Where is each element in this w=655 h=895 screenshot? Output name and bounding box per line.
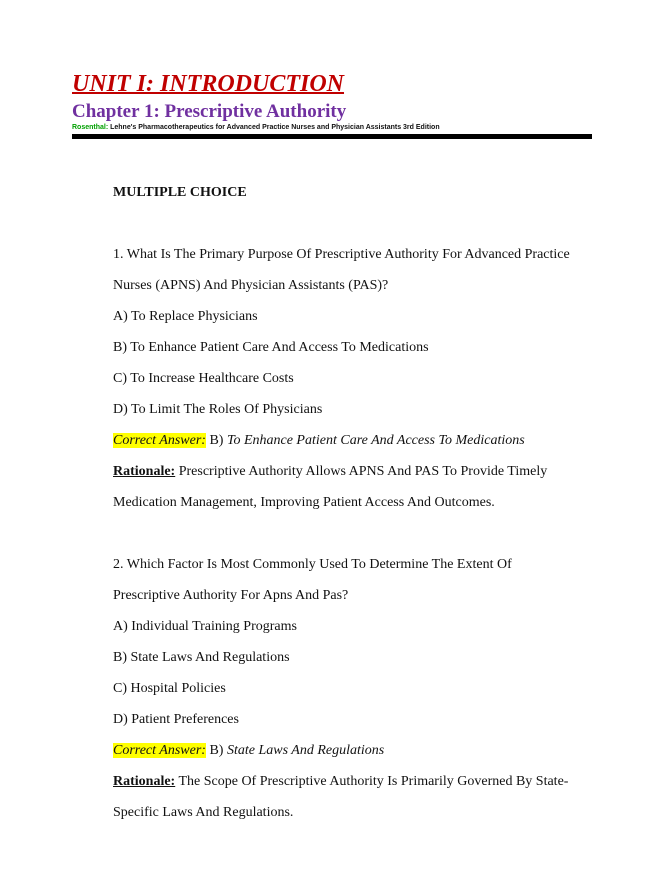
correct-answer-letter: B) (205, 743, 227, 758)
subtitle-book: Lehne's Pharmacotherapeutics for Advanced Practice Nurses and Physician Assistants 3rd Edition (108, 124, 440, 131)
rationale-label: Rationale: (113, 774, 176, 789)
answer-option: B) State Laws And Regulations (113, 650, 290, 665)
unit-title: UNIT I: INTRODUCTION (72, 71, 345, 97)
question-2 (113, 549, 603, 828)
answer-option: B) To Enhance Patient Care And Access To Medications (113, 340, 429, 355)
subtitle-author: Rosenthal: (72, 124, 109, 131)
rationale-text: Medication Management, Improving Patient Access And Outcomes. (113, 495, 495, 510)
question-stem: 2. Which Factor Is Most Commonly Used To Determine The Extent Of (113, 557, 512, 572)
correct-answer-text: State Laws And Regulations (226, 743, 385, 758)
correct-answer-text: To Enhance Patient Care And Access To Medications (226, 433, 525, 448)
book-subtitle (72, 124, 440, 131)
question-1 (113, 239, 603, 518)
answer-option: A) To Replace Physicians (113, 309, 258, 324)
answer-option: C) Hospital Policies (113, 681, 226, 696)
question-stem: Nurses (APNS) And Physician Assistants (PAS)? (113, 278, 389, 293)
question-stem: Prescriptive Authority For Apns And Pas? (113, 588, 349, 603)
rationale-text: The Scope Of Prescriptive Authority Is Primarily Governed By State- (175, 774, 569, 789)
rationale (113, 456, 603, 487)
chapter-title: Chapter 1: Prescriptive Authority (72, 101, 347, 122)
rationale-text: Specific Laws And Regulations. (113, 805, 294, 820)
correct-answer-label: Correct Answer: (113, 743, 206, 758)
rationale (113, 766, 603, 797)
answer-option: D) To Limit The Roles Of Physicians (113, 402, 323, 417)
header-rule (72, 134, 592, 139)
question-stem: 1. What Is The Primary Purpose Of Prescriptive Authority For Advanced Practice (113, 247, 570, 262)
document-body (113, 177, 603, 828)
answer-option: D) Patient Preferences (113, 712, 239, 727)
answer-option: C) To Increase Healthcare Costs (113, 371, 294, 386)
answer-option: A) Individual Training Programs (113, 619, 297, 634)
section-heading: MULTIPLE CHOICE (113, 185, 247, 200)
rationale-text: Prescriptive Authority Allows APNS And PAS To Provide Timely (175, 464, 548, 479)
rationale-label: Rationale: (113, 464, 176, 479)
correct-answer (113, 735, 603, 766)
correct-answer-label: Correct Answer: (113, 433, 206, 448)
correct-answer (113, 425, 603, 456)
correct-answer-letter: B) (205, 433, 227, 448)
